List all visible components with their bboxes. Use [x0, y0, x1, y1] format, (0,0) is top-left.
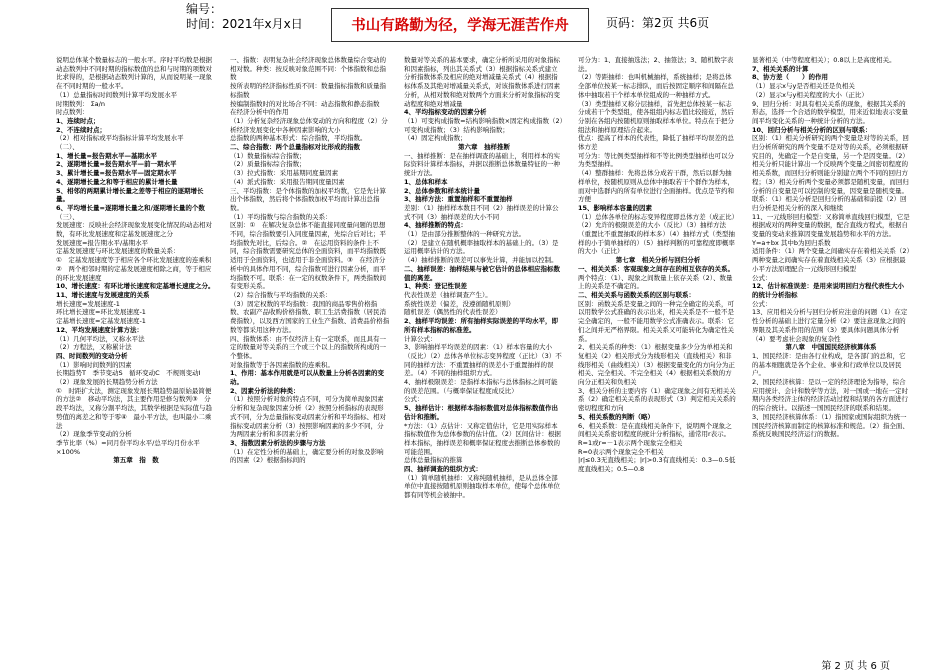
paragraph: （4）抽样推断的误差可以事先计算，并能加以控制。: [404, 256, 558, 265]
paragraph: 总指数的两种基本形式：综合指数，平均指数。: [230, 134, 367, 143]
paragraph: （2）现象发展的长期趋势分析方法: [56, 378, 158, 387]
paragraph: 公式：: [752, 273, 772, 282]
paragraph: 按所表明的经济指标性质不同：数量指标指数和质量指标指数: [230, 82, 386, 99]
paragraph: 按编制指数时的对比场合不同：动态指数和静态指数: [230, 99, 380, 108]
paragraph: 可分为：等比例类型抽样和不等比例类型抽样也可以分为类型抽样。: [578, 151, 734, 169]
serial-label: 编号：: [186, 2, 223, 16]
paragraph: 3、抽样方法：重置抽样和不重置抽样: [404, 195, 513, 204]
paragraph: （1）分析复杂经济现象总体变动的方向和程度（2）分析经济发展变化中各种因素影响的大小: [230, 116, 388, 134]
paragraph: 11、增长速度与发展速度的关系: [56, 290, 150, 299]
paragraph: 在经济分析中的作用: [230, 108, 289, 117]
paragraph: 四、指数体系：由不仅经济上有一定联系，而且具有一定的数量对等关系的三个或三个以上的指数所构成的一个整体。: [230, 334, 386, 360]
paragraph: （2）质量指标综合指数；: [230, 160, 306, 169]
paragraph: 显著相关（中等程度相关）；0.8以上是高度相关。: [752, 56, 896, 64]
paragraph: 1、国民经济：是由各行业构成，是各部门的总和，它的基本细胞就是各个企业、事业和行政单位以及居民户。: [752, 351, 906, 378]
motto-banner: 书山有路勤为径，学海无涯苦作舟: [331, 8, 589, 42]
paragraph: （2）相对指标或平均指标计算平均发展水平: [56, 134, 184, 143]
paragraph: 四、时间数列的变动分析: [56, 351, 128, 360]
paragraph: 区别：① 在解决复杂总体不能直接同度量问题的思想不同，综合指数要引入同度量因素，先综合后对比；平均指数先对比，后综合。② 在运用资料的条件上不同，综合指数需要研究总体的全面资料，而平均指数既适用于全面资料，也适用于非全面资料。③ 在经济分析中的具体作用不同，综合指数可进行因素分析，而平均指数不可。联系：在一定的权数条件下，两类指数间有变形关系。: [230, 221, 386, 291]
paragraph: 2、国民经济核算：是以一定的经济理论为指导，综合应用统计、会计和数学等方法，对一国或一地在一定时期内各类经济主体的经济活动过程和结果的各方面进行的综合统计。以描述一国国民经济的联系和结果。: [752, 378, 908, 413]
paragraph: （1）总体各单位的标志变异程度即总体方差（成正比）（2）允许的极限误差的大小（反比）（3）抽样方法（重置比不重置抽取的样本多）（4）抽样方式（类型抽样的小于简单抽样的）（5）抽样判断的可靠程度即概率的大小（正比）: [578, 212, 735, 256]
paragraph: 10、回归分析与相关分析的区别与联系：: [752, 125, 872, 134]
paragraph: 区别：（1）相关分析研究的两个变量是对等的关系，回归分析所研究的两个变量不是对等的关系，必须根据研究目的，先确定一个是自变量，另一个是因变量。（2）相关分析只能计算出一个反映两个变量之间密切程度的相关系数，而回归分析则能分别建立两个不同的回归方程；（3）相关分析两个变量必须都是随机变量，而回归分析的自变量是可以控制的变量，因变量是随机变量。联系：（1）相关分析是回归分析的基础和前提（2）回归分析是相关分析的深入和继续: [752, 134, 909, 212]
paragraph: 6、平均增长量=逐期增长量之和/逐期增长量的个数: [56, 203, 205, 212]
paragraph: 2、不连续时点；: [56, 125, 107, 134]
paragraph: （1）总量指标时间数列计算平均发展水平: [56, 90, 178, 99]
paragraph: （1）在定性分析的基础上，确定要分析的对象及影响的因素（2）根据指标间的: [230, 447, 384, 465]
paragraph: 10、增长速度：有环比增长速度和定基增长速度之分。: [56, 282, 215, 291]
paragraph: （三）、: [56, 212, 79, 221]
paragraph: （2）现象季节变动的分析: [56, 430, 132, 439]
paragraph: 二、抽样误差：抽样结果与被它估计的总体相应指标数值的离差。: [404, 264, 560, 282]
text-column-1: [56, 56, 216, 656]
page-header: [0, 0, 950, 50]
paragraph: 环比增长速度=环比发展速度-1: [56, 308, 146, 317]
paragraph: 7、相关关系的计算: [752, 64, 809, 73]
paragraph: 3、影响抽样平均误差的因素：（1）样本容量的大小（反比）（2）总体各单位标志变异程度（正比）（3）不同的抽样方法：不重置抽样的误差小于重置抽样的误差。（4）不同的抽样组织方式。: [404, 343, 562, 378]
paragraph: ① 定基发展速度等于相应各个环比发展速度的连乘积② 两个相邻时期的定基发展速度相除之商，等于相应的环比发展速度: [56, 256, 212, 282]
paragraph: （1）可变构成指数=结构影响指数×固定构成指数（2）可变构成指数；（3）结构影响指数；: [404, 116, 563, 134]
paragraph: 一、相关关系：客观现象之间存在的相互依存的关系。: [578, 264, 734, 273]
page-number-header: 页码：第2页 共6页: [606, 16, 710, 30]
paragraph: 4、逐期增长量之和等于相应的累计增长量: [56, 177, 178, 186]
paragraph: 12、平均发展速度计算方法：: [56, 325, 144, 334]
paragraph: 三、平均指数：是个体指数的加权平均数，它是先计算出个体指数，然后将个体指数加权平均而计算出总指数。: [230, 186, 386, 212]
paragraph: 1、连续时点；: [56, 116, 100, 125]
paragraph: 4、抽样推断的特点：: [404, 221, 468, 230]
paragraph: 时期数列： Σa/n: [56, 99, 105, 108]
paragraph: 一、抽样推断：是在抽样调查的基础上，利用样本的实际资料计算样本指标，并据以推断总体数量特征的一种统计方法。: [404, 151, 560, 178]
paragraph: 1、总体和样本: [404, 177, 448, 186]
paragraph: 3、相关分析的主要内容（1）确定现象之间有无相关关系（2）确定相关关系的表现形式（3）判定相关关系的密切程度和方向: [578, 386, 736, 413]
paragraph: *方法：（1）点估计：又称定值估计，它是用实际样本指标数值作为总体参数的估计值。（2）区间估计：根据样本指标，抽样误差和概率保证程度去推断总体参数的可能范围。: [404, 421, 561, 456]
paragraph: 第六章 抽样推断: [458, 143, 510, 152]
paragraph: 差别：（1）抽样样本数目不同（2）抽样误差的计算公式不同（3）抽样误差的大小不同: [404, 203, 559, 221]
paragraph: （2）综合指数与平均指数的关系：: [230, 290, 332, 299]
paragraph: 3、累计增长量=报告期水平—固定期水平: [56, 169, 177, 178]
paragraph: （1）简单随机抽样：又称纯随机抽样，是从总体全部单位中直接按随机原则抽取样本单位，使每个总体单位都有同等机会被抽中。: [404, 473, 560, 500]
paragraph: 9、回归分析：对具有相关关系的现象，根据其关系的形态，选择一个合适的数学模型，用来近似地表示变量间平均变化关系的一种统计分析的方法。: [752, 99, 908, 125]
paragraph: 1、种类：登记性误差: [404, 282, 468, 291]
paragraph: 发展速度：反映社会经济现象发展变化情况的动态相对数，有环比发展速度和定基发展速度之分: [56, 221, 212, 239]
text-column-5: [752, 56, 910, 656]
paragraph: （1）按照分析对象的特点不同，可分为简单现象因素分析和复杂现象因素分析（2）按照分析指标的表现形式不同，分为总量指标变动因素分析和平均指标、相对指标变动因素分析（3）按照影响因素的多少不同，分为两因素分析和多因素分析: [230, 395, 386, 439]
paragraph: 4、平均指标变动的因素分析: [404, 108, 487, 117]
paragraph: 增长速度=发展速度-1: [56, 299, 120, 308]
text-column-3: [404, 56, 564, 656]
paragraph: 2、因素分析法的种类：: [230, 386, 300, 395]
paragraph: （2）显示x与y相关程度的大小（正比）: [752, 90, 868, 99]
paragraph: 2、逐期增长量=报告期水平—前一期水平: [56, 160, 177, 169]
paragraph: 二、综合指数：两个总量指标对比形成的指数: [230, 143, 360, 152]
paragraph: （4）整群抽样：先将总体分成若干群，然后以群为抽样单位，按随机原则从总体中抽取若干个群作为样本，而对中选群内的所有单位进行全面抽样。优点是节约和方便: [578, 169, 734, 204]
paragraph: 定基增长速度=定基发展速度-1: [56, 317, 146, 326]
paragraph: （1）几何平均法，又称水平法: [56, 334, 145, 343]
paragraph: 系统性误差（偏差，没遵循随机原则）: [404, 299, 515, 308]
paragraph: 总体总量指标的推算: [404, 456, 463, 465]
paragraph: 可分为：1、直接抽选法；2、抽签法；3、随机数字表法。: [578, 56, 734, 73]
paragraph: 5、相邻的两期累计增长量之差等于相应的逐期增长量。: [56, 186, 204, 204]
paragraph: 数量对等关系的基本要求，确定分析所采用的对象指标和因素指标，列出其关系式（3）根据指标关系式建立分析指数体系及相应的绝对增减量关系式（4）根据指标体系及其绝对增减量关系式，对该指数体系进行因素分析，从相对数和绝对数两个方面来分析对象指标的变动程度和绝对增减量: [404, 56, 560, 108]
paragraph: 1、作用：基本作用就是可以从数量上分析各因素的变动。: [230, 369, 385, 387]
paragraph: （1）平均指数与综合指数的关系：: [230, 212, 332, 221]
paragraph: 公式：: [752, 299, 772, 308]
paragraph: （4）派式指数：采用报告期同度量因素: [230, 177, 345, 186]
paragraph: 12、估计标准误差：是用来说明回归方程代表性大小的统计分析指标: [752, 282, 905, 299]
paragraph: 8、协方差（ ）的作用: [752, 73, 829, 82]
paragraph: 公式：: [404, 395, 424, 404]
paragraph: （2）是建立在随机概率抽取样本的基础上的。（3）是运用概率估计的方法。: [404, 238, 559, 256]
paragraph: 两个特点：（1）、现象之间数量上依存关系（2）、数量上的关系是不确定的。: [578, 273, 733, 291]
paragraph: 四、抽样调查的组织方式：: [404, 465, 482, 474]
paragraph: 说明总体某个数量标志的一般水平。序时平均数是根据动态数列中不同时期的指标数值的总和与时期的项数对比求得的，是根据动态数列计算的，从而说明某一现象在不同时期的一般水平。: [56, 56, 212, 91]
paragraph: 对象指数等于各因素指数的连乘积。: [230, 360, 334, 369]
paragraph: 定基发展速度与环比发展速度的数量关系：: [56, 247, 180, 256]
paragraph: （3）拉式指数：采用基期同度量因素: [230, 169, 339, 178]
text-column-4: [578, 56, 738, 656]
page-footer: 第 2 页 共 6 页: [821, 661, 890, 672]
paragraph: 4、抽样极限误差：是指样本指标与总体指标之间可能的误差范围。（与概率保证程度成反比）: [404, 378, 558, 395]
paragraph: 优点：提高了样本的代表性，降低了抽样平均误差的总体方差: [578, 134, 734, 152]
document-body: [56, 56, 910, 656]
paragraph: （1）影响时间数列的因素: [56, 360, 132, 369]
header-meta: [186, 2, 303, 32]
paragraph: 时点数列：: [56, 108, 89, 117]
paragraph: 11、一元线形回归模型：又称简单直线回归模型，它是根据成对的两种变量的数据，配合直线方程式，根据自变量的变动来推算因变量发展趋势和水平的方法。: [752, 212, 910, 239]
paragraph: 代表性误差（抽样调查产生）。: [404, 290, 492, 299]
paragraph: 季节比率（%）=同月份平均水平/总平均月份水平×100%: [56, 438, 200, 456]
paragraph: （3）固定权数的平均指数：我国的商品零售价格指数、农副产品收购价格指数、职工生活费指数（居民消费指数），以及西方国家的工业生产指数、消费品价格指数等都采用这种方法。: [230, 299, 390, 334]
paragraph: 计算公式：: [404, 334, 437, 343]
paragraph: （二）、: [56, 143, 79, 152]
paragraph: 第八章 中国国民经济核算体系: [785, 343, 877, 352]
paragraph: 发展速度=报告期水平/基期水平: [56, 238, 149, 247]
paragraph: 二、相关关系与函数关系的区别与联系：: [578, 290, 695, 299]
paragraph: 2、相关关系的种类：（1）根据变量多少分为单相关和复相关（2）相关形式分为线形相关（直线相关）和非线形相关（曲线相关）（3）根据变量变化的方向分为正相关、完全相关、不完全相关（4）根据相关系数的方向分正相关和负相关: [578, 343, 735, 387]
paragraph: |r|≤0.3无直线相关；|r|>0.3有直线相关：0.3—0.5低度直线相关；0.5—0.8: [578, 456, 736, 474]
paragraph: 随机误差（偶然性的代表性误差）: [404, 308, 502, 317]
paragraph: 3、指数因素分析法的步骤与方法: [230, 438, 326, 447]
paragraph: ① 时距扩大法，测定现象发展长期趋势最原始最简便的方法② 移动平均法，其主要作用是修匀数列③ 分段平均法，又称分割平均法，其数学根据是实际值与趋势值的离差之和等于零④ 最小平方法，也叫最小二乘法: [56, 386, 212, 430]
paragraph: 一、指数：表明复杂社会经济现象总体数量综合变动的相对数。种类：按反映对象范围不同：个体指数和总指数: [230, 56, 386, 82]
paragraph: 长期趋势T 季节变动S 循环变动C 不规则变动I: [56, 369, 201, 378]
paragraph: R=0表示两个现象完全不相关: [578, 447, 664, 456]
paragraph: 5、抽样估计：根据样本指标数值对总体指标数值作出估计和推断。: [404, 404, 559, 421]
paragraph: 5、相关系数的判断（略）: [578, 412, 655, 421]
paragraph: （1）是由部分推断整体的一种研究方法。: [404, 230, 526, 239]
time-text: 时间：2021年x月x日: [186, 17, 303, 31]
paragraph: 1、增长量=报告期水平—基期水平: [56, 151, 157, 160]
paragraph: 3、国民经济核算体系：（1）指国家或国际组织为统一国民经济核算而制定的核算标准和规范。（2）指全面、系统反映国民经济运行的数据。: [752, 412, 909, 439]
paragraph: 2、总体参数和样本统计量: [404, 186, 481, 195]
paragraph: 2、抽样平均误差：所有抽样实际误差的平均水平，即所有样本指标的标准差。: [404, 317, 559, 334]
paragraph: 15、影响样本容量的因素: [578, 203, 653, 212]
paragraph: R=1或r=－1表示两个现象完全相关: [578, 438, 683, 447]
text-column-2: [230, 56, 390, 656]
paragraph: 13、应用相关分析与回归分析应注意的问题（1）在定性分析的基础上进行定量分析（2）要注意现象之间的界限及其关系作用的范围（3）要具体问题具体分析（4）要考虑社会现象的复杂性: [752, 308, 908, 343]
paragraph: Y=a+bx 其中b为回归系数: [752, 238, 831, 247]
paragraph: 6、相关系数：是在直线相关条件下，说明两个现象之间相关关系密切程度的统计分析指标，通常用r表示。: [578, 421, 732, 439]
paragraph: 第七章 相关分析与回归分析: [615, 256, 701, 265]
paragraph: （2）等距抽样：也叫机械抽样，系统抽样；是将总体全部单位按某一标志排队，而后按固定顺序和间隔在总体中抽取若干个样本单位组成的一种抽样方式。: [578, 73, 734, 99]
paragraph: （4）固定构成指数；: [404, 134, 467, 143]
paragraph: 适用条件：（1）两个变量之间确实存在着相关关系（2）两种变量之间确实存在着直线相关关系（3）应根据最小平方法原理配合一元线形回归模型: [752, 247, 910, 273]
paragraph: （1）数量指标综合指数；: [230, 151, 306, 160]
paragraph: 区别：函数关系是变量之间的一种完全确定的关系，可以用数学公式准确的表示出来，相关关系是不一般不是完全确定的，一般不能用数学公式准确表示。联系：它们之间并无严格界限。相关关系又可能转化为确定性关系。: [578, 299, 734, 343]
paragraph: 第五章 指 数: [113, 456, 159, 465]
paragraph: （1）显示x与y是否相关还是负相关: [752, 82, 855, 91]
paragraph: （3）类型抽样又称分层抽样，首先把总体按某一标志分成若干个类型组，使各组组内标志值比较接近，然后分别在各组内按随机原则抽取样本单位。特点在于把分组法和抽样原理结合起来。: [578, 99, 734, 134]
paragraph: （2）方程法，又称累计法: [56, 343, 132, 352]
